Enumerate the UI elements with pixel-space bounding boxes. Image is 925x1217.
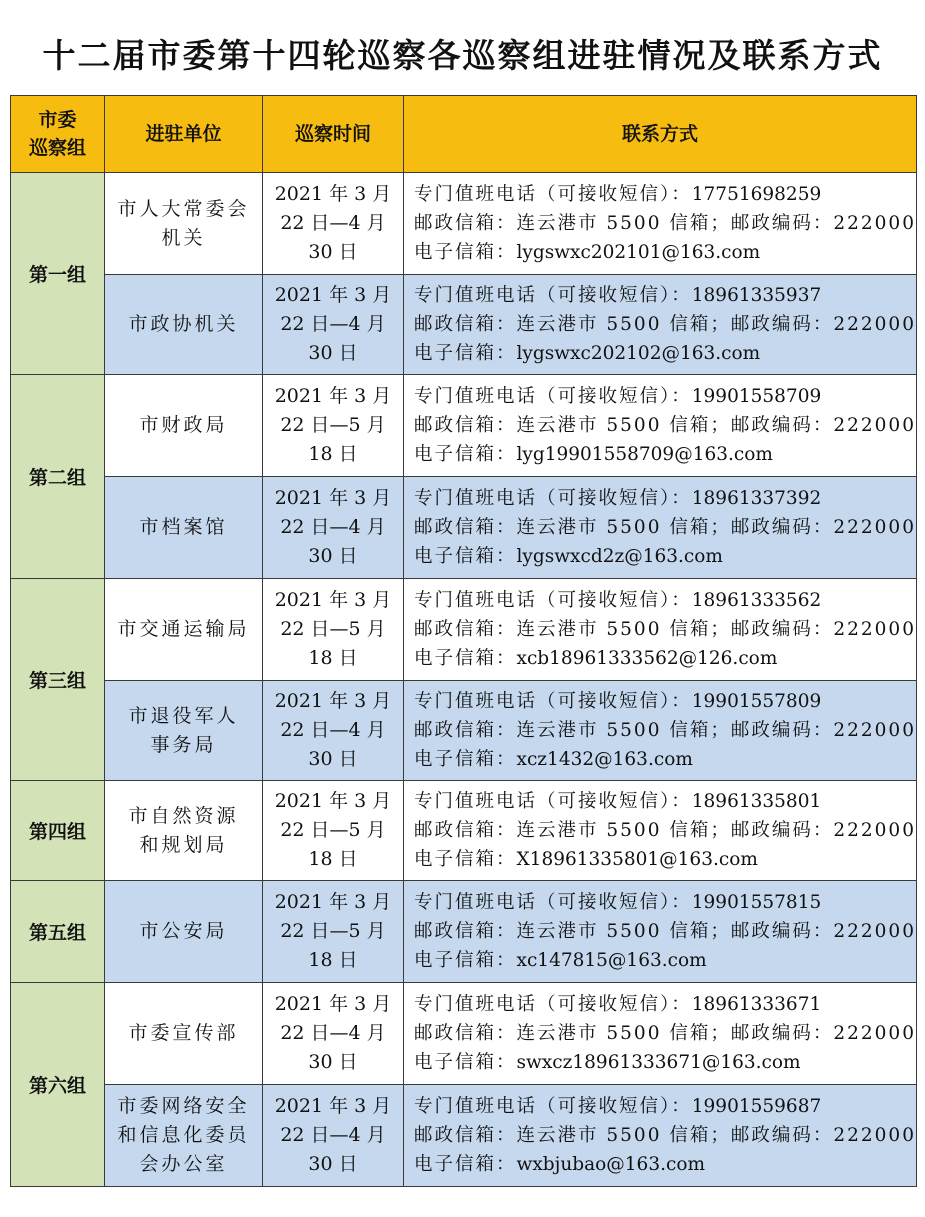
table-row bbox=[11, 881, 917, 983]
time-cell: 2021 年 3 月 22 日—4 月 30 日 bbox=[263, 1085, 404, 1187]
time-cell: 2021 年 3 月 22 日—5 月 18 日 bbox=[263, 781, 404, 881]
time-cell: 2021 年 3 月 22 日—4 月 30 日 bbox=[263, 477, 404, 579]
unit-cell: 市委网络安全 和信息化委员 会办公室 bbox=[105, 1085, 263, 1187]
header-group bbox=[11, 96, 105, 173]
time-cell: 2021 年 3 月 22 日—4 月 30 日 bbox=[263, 983, 404, 1085]
email-address: lygswxc202101@163.com bbox=[516, 242, 761, 263]
table-row bbox=[11, 477, 917, 579]
time-cell: 2021 年 3 月 22 日—4 月 30 日 bbox=[263, 173, 404, 275]
time-cell: 2021 年 3 月 22 日—4 月 30 日 bbox=[263, 681, 404, 781]
contact-cell: 专门值班电话（可接收短信）：17751698259 邮政信箱：连云港市 5500 信箱；邮政编码：222000 电子信箱：lygswxc202101@163.com bbox=[404, 173, 917, 275]
header-unit: 进驻单位 bbox=[105, 96, 263, 173]
contact-cell: 专门值班电话（可接收短信）：18961333562 邮政信箱：连云港市 5500 信箱；邮政编码：222000 电子信箱：xcb18961333562@126.com bbox=[404, 579, 917, 681]
unit-cell: 市档案馆 bbox=[105, 477, 263, 579]
contact-cell: 专门值班电话（可接收短信）：18961333671 邮政信箱：连云港市 5500 信箱；邮政编码：222000 电子信箱：swxcz18961333671@163.com bbox=[404, 983, 917, 1085]
table-row bbox=[11, 781, 917, 881]
postal-info: 邮政信箱：连云港市 5500 信箱；邮政编码：222000 bbox=[414, 517, 916, 538]
postal-info: 邮政信箱：连云港市 5500 信箱；邮政编码：222000 bbox=[414, 1023, 916, 1044]
email-address: wxbjubao@163.com bbox=[516, 1154, 706, 1175]
header-group-line1: 市委 bbox=[38, 109, 77, 131]
contact-cell: 专门值班电话（可接收短信）：19901558709 邮政信箱：连云港市 5500 信箱；邮政编码：222000 电子信箱：lyg19901558709@163.com bbox=[404, 375, 917, 477]
contact-cell: 专门值班电话（可接收短信）：18961335937 邮政信箱：连云港市 5500 信箱；邮政编码：222000 电子信箱：lygswxc202102@163.com bbox=[404, 275, 917, 375]
contact-cell: 专门值班电话（可接收短信）：18961337392 邮政信箱：连云港市 5500 信箱；邮政编码：222000 电子信箱：lygswxcd2z@163.com bbox=[404, 477, 917, 579]
phone-number: 19901558709 bbox=[691, 386, 822, 407]
email-address: swxcz18961333671@163.com bbox=[516, 1052, 801, 1073]
contact-cell: 专门值班电话（可接收短信）：19901557809 邮政信箱：连云港市 5500 信箱；邮政编码：222000 电子信箱：xcz1432@163.com bbox=[404, 681, 917, 781]
table-row bbox=[11, 375, 917, 477]
phone-number: 18961333562 bbox=[691, 590, 822, 611]
phone-number: 17751698259 bbox=[691, 184, 822, 205]
contact-cell: 专门值班电话（可接收短信）：19901559687 邮政信箱：连云港市 5500 信箱；邮政编码：222000 电子信箱：wxbjubao@163.com bbox=[404, 1085, 917, 1187]
table-row bbox=[11, 983, 917, 1085]
unit-cell: 市财政局 bbox=[105, 375, 263, 477]
phone-number: 19901557815 bbox=[691, 892, 822, 913]
email-address: lygswxcd2z@163.com bbox=[516, 546, 723, 567]
time-cell: 2021 年 3 月 22 日—5 月 18 日 bbox=[263, 881, 404, 983]
group-cell: 第四组 bbox=[11, 781, 105, 881]
postal-info: 邮政信箱：连云港市 5500 信箱；邮政编码：222000 bbox=[414, 921, 916, 942]
table-row bbox=[11, 1085, 917, 1187]
unit-cell: 市政协机关 bbox=[105, 275, 263, 375]
email-address: xc147815@163.com bbox=[516, 950, 707, 971]
group-cell: 第六组 bbox=[11, 983, 105, 1187]
postal-info: 邮政信箱：连云港市 5500 信箱；邮政编码：222000 bbox=[414, 619, 916, 640]
unit-cell: 市自然资源 和规划局 bbox=[105, 781, 263, 881]
table-row bbox=[11, 173, 917, 275]
postal-info: 邮政信箱：连云港市 5500 信箱；邮政编码：222000 bbox=[414, 415, 916, 436]
patrol-table bbox=[10, 95, 917, 1187]
email-address: X18961335801@163.com bbox=[516, 849, 758, 870]
page-title: 十二届市委第十四轮巡察各巡察组进驻情况及联系方式 bbox=[42, 36, 883, 75]
email-address: xcz1432@163.com bbox=[516, 749, 693, 770]
table-row bbox=[11, 275, 917, 375]
unit-cell: 市委宣传部 bbox=[105, 983, 263, 1085]
postal-info: 邮政信箱：连云港市 5500 信箱；邮政编码：222000 bbox=[414, 213, 916, 234]
phone-number: 18961333671 bbox=[691, 994, 822, 1015]
phone-number: 18961335801 bbox=[691, 791, 822, 812]
phone-number: 18961337392 bbox=[691, 488, 822, 509]
group-cell: 第一组 bbox=[11, 173, 105, 375]
header-group-line2: 巡察组 bbox=[28, 137, 86, 159]
unit-cell: 市公安局 bbox=[105, 881, 263, 983]
table-row bbox=[11, 579, 917, 681]
unit-cell: 市退役军人 事务局 bbox=[105, 681, 263, 781]
postal-info: 邮政信箱：连云港市 5500 信箱；邮政编码：222000 bbox=[414, 820, 916, 841]
postal-info: 邮政信箱：连云港市 5500 信箱；邮政编码：222000 bbox=[414, 720, 916, 741]
phone-number: 18961335937 bbox=[691, 285, 822, 306]
time-cell: 2021 年 3 月 22 日—5 月 18 日 bbox=[263, 375, 404, 477]
group-cell: 第二组 bbox=[11, 375, 105, 579]
phone-number: 19901557809 bbox=[691, 691, 822, 712]
contact-cell: 专门值班电话（可接收短信）：19901557815 邮政信箱：连云港市 5500 信箱；邮政编码：222000 电子信箱：xc147815@163.com bbox=[404, 881, 917, 983]
time-cell: 2021 年 3 月 22 日—4 月 30 日 bbox=[263, 275, 404, 375]
contact-cell: 专门值班电话（可接收短信）：18961335801 邮政信箱：连云港市 5500 信箱；邮政编码：222000 电子信箱：X18961335801@163.com bbox=[404, 781, 917, 881]
email-address: lyg19901558709@163.com bbox=[516, 444, 773, 465]
phone-number: 19901559687 bbox=[691, 1096, 822, 1117]
unit-cell: 市交通运输局 bbox=[105, 579, 263, 681]
header-time: 巡察时间 bbox=[263, 96, 404, 173]
header-contact: 联系方式 bbox=[404, 96, 917, 173]
header-row bbox=[11, 96, 917, 173]
email-address: xcb18961333562@126.com bbox=[516, 648, 778, 669]
group-cell: 第三组 bbox=[11, 579, 105, 781]
time-cell: 2021 年 3 月 22 日—5 月 18 日 bbox=[263, 579, 404, 681]
table-row bbox=[11, 681, 917, 781]
postal-info: 邮政信箱：连云港市 5500 信箱；邮政编码：222000 bbox=[414, 314, 916, 335]
email-address: lygswxc202102@163.com bbox=[516, 343, 761, 364]
postal-info: 邮政信箱：连云港市 5500 信箱；邮政编码：222000 bbox=[414, 1125, 916, 1146]
group-cell: 第五组 bbox=[11, 881, 105, 983]
unit-cell: 市人大常委会 机关 bbox=[105, 173, 263, 275]
